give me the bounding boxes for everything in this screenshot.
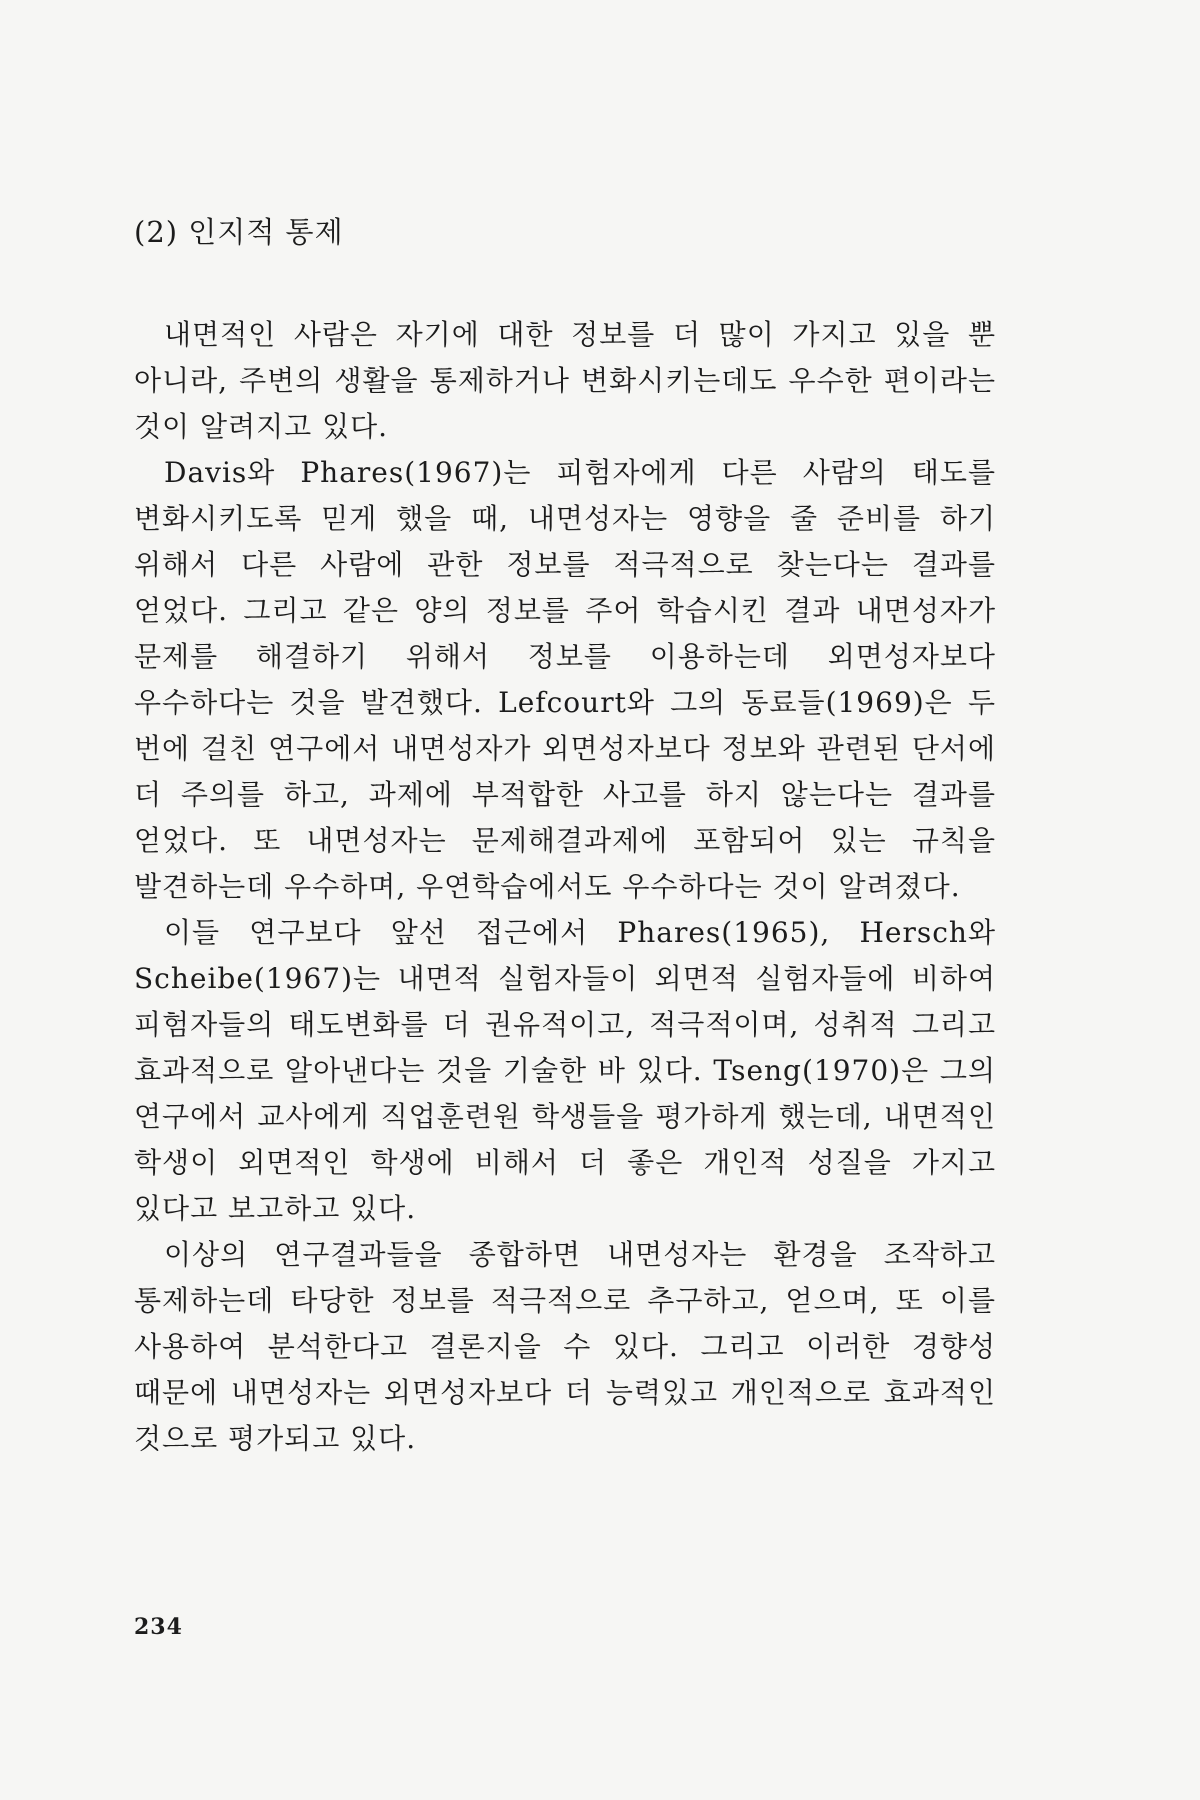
paragraph-intro: 내면적인 사람은 자기에 대한 정보를 더 많이 가지고 있을 뿐 아니라, 주변의 생활을 통제하거나 변화시키는데도 우수한 편이라는 것이 알려지고 있다.	[134, 318, 996, 443]
page-content	[134, 212, 996, 1462]
paragraph-davis-phares: Davis와 Phares(1967)는 피험자에게 다른 사람의 태도를 변화시키도록 믿게 했을 때, 내면성자는 영향을 줄 준비를 하기 위해서 다른 사람에 관한 정보를 적극적으로 찾는다는 결과를 얻었다. 그리고 같은 양의 정보를 주어 학습시킨 결과 내면성자가 문제를 해결하기 위해서 정보를 이용하는데 외면성자보다 우수하다는 것을 발견했다. Lefcourt와 그의 동료들(1969)은 두 번에 걸친 연구에서 내면성자가 외면성자보다 정보와 관련된 단서에 더 주의를 하고, 과제에 부적합한 사고를 하지 않는다는 결과를 얻었다. 또 내면성자는 문제해결과제에 포함되어 있는 규칙을 발견하는데 우수하며, 우연학습에서도 우수하다는 것이 알려졌다.	[134, 456, 996, 903]
page-number: 234	[134, 1614, 183, 1640]
paragraph-phares-hersch: 이들 연구보다 앞선 접근에서 Phares(1965), Hersch와 Scheibe(1967)는 내면적 실험자들이 외면적 실험자들에 비하여 피험자들의 태도변화를 더 권유적이고, 적극적이며, 성취적 그리고 효과적으로 알아낸다는 것을 기술한 바 있다. Tseng(1970)은 그의 연구에서 교사에게 직업훈련원 학생들을 평가하게 했는데, 내면적인 학생이 외면적인 학생에 비해서 더 좋은 개인적 성질을 가지고 있다고 보고하고 있다.	[134, 916, 996, 1225]
section-heading: (2) 인지적 통제	[134, 215, 344, 249]
paragraph-summary: 이상의 연구결과들을 종합하면 내면성자는 환경을 조작하고 통제하는데 타당한 정보를 적극적으로 추구하고, 얻으며, 또 이를 사용하여 분석한다고 결론지을 수 있다. 그리고 이러한 경향성 때문에 내면성자는 외면성자보다 더 능력있고 개인적으로 효과적인 것으로 평가되고 있다.	[134, 1238, 996, 1455]
